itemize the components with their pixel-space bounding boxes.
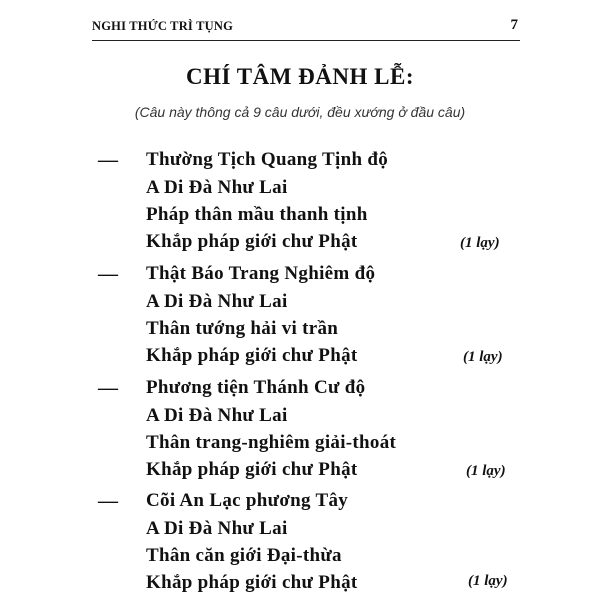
verse-line: Thân căn giới Đại-thừa [146, 545, 342, 566]
subtitle-note: (Câu này thông cả 9 câu dưới, đều xướng ở đầu câu) [134, 104, 466, 120]
stanza-dash: — [98, 377, 118, 399]
verse-line: Khắp pháp giới chư Phật [146, 572, 358, 593]
verse-line: A Di Đà Như Lai [146, 405, 288, 426]
verse-line: Thường Tịch Quang Tịnh độ [146, 149, 389, 170]
stanza-dash: — [98, 490, 118, 512]
verse-line: Thân tướng hải vi trần [146, 318, 339, 339]
verse-line: A Di Đà Như Lai [146, 518, 288, 539]
bow-note: (1 lạy) [468, 573, 508, 589]
verse-line: A Di Đà Như Lai [146, 291, 288, 312]
page-header [92, 16, 520, 41]
verse-line: Khắp pháp giới chư Phật [146, 345, 358, 366]
verse-line: Khắp pháp giới chư Phật [146, 459, 358, 480]
verse-line: Thân trang-nghiêm giải-thoát [146, 432, 397, 453]
running-title: NGHI THỨC TRÌ TỤNG [92, 19, 234, 33]
stanza-dash: — [98, 149, 118, 171]
verse-line: Thật Báo Trang Nghiêm độ [146, 263, 376, 284]
verse-line: A Di Đà Như Lai [146, 177, 288, 198]
verse-line: Pháp thân mầu thanh tịnh [146, 204, 368, 225]
bow-note: (1 lạy) [466, 463, 506, 479]
verse-line: Cõi An Lạc phương Tây [146, 490, 349, 511]
bow-note: (1 lạy) [463, 349, 503, 365]
page-number: 7 [510, 17, 518, 33]
verse-line: Phương tiện Thánh Cư độ [146, 377, 366, 398]
verse-line: Khắp pháp giới chư Phật [146, 231, 358, 252]
bow-note: (1 lạy) [460, 235, 500, 251]
stanza-dash: — [98, 263, 118, 285]
page-title: CHÍ TÂM ĐẢNH LỄ: [185, 64, 414, 89]
